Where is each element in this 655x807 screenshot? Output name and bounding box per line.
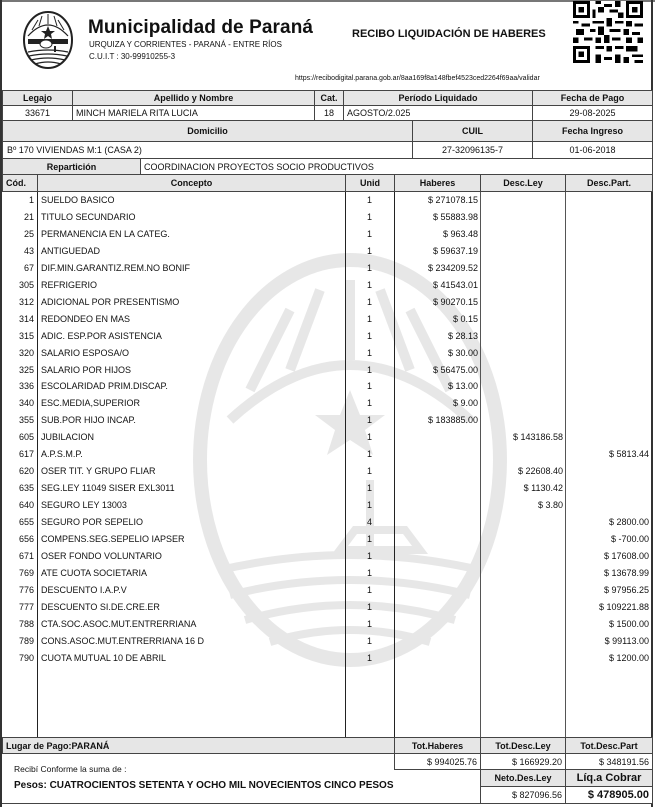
liq-cobrar-value: $ 478905.00 — [565, 786, 653, 804]
reparticion-label: Repartición — [2, 158, 141, 175]
item-units: 1 — [366, 483, 372, 494]
tot-desc-ley-value: $ 166929.20 — [480, 753, 566, 770]
item-units: 1 — [366, 652, 372, 663]
item-desc-part: $ 5813.44 — [608, 449, 649, 460]
table-row — [0, 362, 655, 379]
item-units: 1 — [366, 500, 372, 511]
item-code: 789 — [18, 635, 34, 646]
item-units: 1 — [366, 279, 372, 290]
item-concept: DESCUENTO I.A.P.V — [41, 584, 127, 595]
validation-url[interactable]: https://recibodigital.parana.gob.ar/8aa169f8a148fbef4523ced2264f69aa/validar — [295, 75, 540, 82]
item-desc-part: $ 1500.00 — [608, 618, 649, 629]
fecha-pago-label: Fecha de Pago — [532, 90, 653, 106]
organization-name: Municipalidad de Paraná — [88, 17, 314, 38]
item-concept: COMPENS.SEG.SEPELIO IAPSER — [41, 534, 185, 544]
item-concept: OSER TIT. Y GRUPO FLIAR — [41, 466, 156, 477]
item-desc-part: $ 99113.00 — [604, 635, 649, 646]
item-concept: OSER FONDO VOLUNTARIO — [41, 550, 162, 561]
col-haberes-header: Haberes — [394, 174, 481, 192]
item-code: 67 — [23, 262, 34, 273]
item-code: 617 — [18, 449, 34, 460]
item-concept: TITULO SECUNDARIO — [41, 211, 136, 222]
item-haberes: $ 28.13 — [447, 330, 478, 341]
item-haberes: $ 234209.52 — [427, 262, 478, 273]
table-row — [0, 328, 655, 345]
item-concept: ADICIONAL POR PRESENTISMO — [41, 296, 180, 307]
cuil-label: CUIL — [412, 120, 533, 142]
item-concept: SUELDO BASICO — [41, 195, 115, 205]
item-concept: JUBILACION — [41, 432, 95, 443]
item-units: 1 — [366, 364, 372, 375]
item-concept: PERMANENCIA EN LA CATEG. — [41, 228, 170, 239]
document-title: RECIBO LIQUIDACIÓN DE HABERES — [352, 28, 546, 40]
cuil-value: 27-32096135-7 — [412, 141, 533, 159]
item-haberes: $ 13.00 — [447, 381, 478, 392]
table-row — [0, 294, 655, 311]
fecha-ingreso-value: 01-06-2018 — [532, 141, 653, 159]
item-desc-part: $ 17608.00 — [603, 550, 649, 561]
col-concepto-header: Concepto — [37, 174, 346, 192]
table-row — [0, 378, 655, 395]
item-code: 314 — [18, 313, 34, 324]
item-haberes: $ 90270.15 — [432, 296, 478, 307]
item-concept: SEG.LEY 11049 SISER EXL3011 — [41, 483, 175, 494]
table-row — [0, 497, 655, 514]
item-units: 1 — [366, 296, 372, 307]
item-units: 1 — [366, 584, 372, 595]
item-units: 1 — [366, 635, 372, 646]
col-unid-header: Unid — [345, 174, 395, 192]
item-units: 1 — [366, 262, 372, 273]
item-code: 315 — [18, 330, 34, 341]
recibi-conforme-text: Recibí Conforme la suma de : — [14, 764, 127, 774]
item-code: 671 — [18, 550, 34, 561]
item-code: 640 — [18, 500, 34, 511]
table-row — [0, 192, 655, 209]
item-concept: SEGURO POR SEPELIO — [41, 517, 144, 528]
table-row — [0, 429, 655, 446]
item-desc-part: $ -700.00 — [610, 534, 649, 544]
item-desc-ley: $ 1130.42 — [523, 483, 563, 494]
tot-desc-part-label: Tot.Desc.Part — [565, 737, 653, 754]
legajo-value: 33671 — [2, 105, 73, 121]
liq-cobrar-label: Líq.a Cobrar — [565, 769, 653, 787]
item-code: 656 — [18, 534, 34, 544]
item-concept: SUB.POR HIJO INCAP. — [41, 415, 136, 426]
item-units: 1 — [366, 415, 372, 426]
item-code: 777 — [18, 601, 34, 612]
item-code: 605 — [18, 432, 34, 443]
tot-haberes-value: $ 994025.76 — [394, 753, 481, 770]
table-row — [0, 633, 655, 650]
item-haberes: $ 59637.19 — [432, 245, 478, 256]
item-code: 21 — [23, 211, 34, 222]
table-row — [0, 446, 655, 463]
item-desc-part: $ 109221.88 — [598, 601, 649, 612]
item-code: 790 — [18, 652, 34, 663]
table-row — [0, 463, 655, 480]
item-haberes: $ 183885.00 — [427, 415, 478, 426]
fecha-ingreso-label: Fecha Ingreso — [532, 120, 653, 142]
organization-address: URQUIZA Y CORRIENTES - PARANÁ - ENTRE RÍOS — [89, 40, 282, 49]
item-units: 1 — [366, 449, 372, 460]
item-haberes: $ 41543.01 — [432, 279, 478, 290]
table-row — [0, 395, 655, 412]
item-code: 305 — [18, 279, 34, 290]
item-concept: A.P.S.M.P. — [41, 449, 83, 460]
item-concept: CONS.ASOC.MUT.ENTRERRIANA 16 D — [41, 635, 205, 646]
table-row — [0, 548, 655, 565]
table-row — [0, 277, 655, 294]
item-code: 325 — [18, 364, 34, 375]
item-haberes: $ 963.48 — [442, 228, 478, 239]
item-desc-ley: $ 3.80 — [537, 500, 563, 511]
item-units: 1 — [366, 330, 372, 341]
item-haberes: $ 55883.98 — [432, 211, 478, 222]
item-code: 312 — [18, 296, 34, 307]
domicilio-label: Domicilio — [2, 120, 413, 142]
table-row — [0, 480, 655, 497]
item-code: 788 — [18, 618, 34, 629]
item-concept: ANTIGUEDAD — [41, 245, 101, 256]
item-units: 1 — [366, 398, 372, 409]
item-code: 769 — [18, 567, 34, 578]
lugar-pago: Lugar de Pago:PARANÁ — [2, 737, 395, 754]
organization-cuit: C.U.I.T : 30-99910255-3 — [89, 52, 176, 61]
item-units: 1 — [366, 550, 372, 561]
item-code: 620 — [18, 466, 34, 477]
table-row — [0, 345, 655, 362]
item-code: 25 — [23, 228, 34, 239]
item-concept: ESC.MEDIA,SUPERIOR — [41, 398, 141, 409]
item-code: 776 — [18, 584, 34, 595]
item-concept: CUOTA MUTUAL 10 DE ABRIL — [41, 652, 167, 663]
col-cod-header: Cód. — [2, 174, 38, 192]
domicilio-value: Bº 170 VIVIENDAS M:1 (CASA 2) — [2, 141, 413, 159]
item-code: 340 — [18, 398, 34, 409]
item-units: 4 — [366, 517, 372, 528]
item-code: 655 — [18, 517, 34, 528]
table-row — [0, 412, 655, 429]
item-haberes: $ 0.15 — [452, 313, 478, 324]
item-concept: DESCUENTO SI.DE.CRE.ER — [41, 601, 160, 612]
item-concept: ESCOLARIDAD PRIM.DISCAP. — [41, 381, 168, 392]
neto-des-ley-value: $ 827096.56 — [480, 786, 566, 804]
item-desc-part: $ 13678.99 — [603, 567, 649, 578]
periodo-label: Período Liquidado — [343, 90, 533, 106]
item-desc-part: $ 97956.25 — [603, 584, 649, 595]
nombre-label: Apellido y Nombre — [72, 90, 315, 106]
item-concept: SEGURO LEY 13003 — [41, 500, 127, 511]
item-code: 635 — [18, 483, 34, 494]
item-concept: ATE CUOTA SOCIETARIA — [41, 567, 148, 578]
item-haberes: $ 271078.15 — [427, 195, 478, 205]
item-desc-part: $ 1200.00 — [608, 652, 649, 663]
tot-haberes-label: Tot.Haberes — [394, 737, 481, 754]
item-concept: REFRIGERIO — [41, 279, 98, 290]
item-haberes: $ 56475.00 — [432, 364, 478, 375]
neto-des-ley-label: Neto.Des.Ley — [480, 769, 566, 787]
tot-desc-part-value: $ 348191.56 — [565, 753, 653, 770]
municipal-seal-icon — [22, 10, 74, 70]
item-units: 1 — [366, 534, 372, 544]
table-row — [0, 243, 655, 260]
item-concept: CTA.SOC.ASOC.MUT.ENTRERRIANA — [41, 618, 197, 629]
item-desc-ley: $ 143186.58 — [512, 432, 563, 443]
item-desc-part: $ 2800.00 — [608, 517, 649, 528]
table-row — [0, 226, 655, 243]
table-row — [0, 650, 655, 667]
table-row — [0, 599, 655, 616]
qr-code-icon[interactable] — [573, 1, 643, 63]
table-row — [0, 514, 655, 531]
reparticion-value: COORDINACION PROYECTOS SOCIO PRODUCTIVOS — [140, 158, 653, 175]
item-haberes: $ 30.00 — [447, 347, 478, 358]
item-concept: SALARIO ESPOSA/O — [41, 347, 130, 358]
item-units: 1 — [366, 381, 372, 392]
item-units: 1 — [366, 466, 372, 477]
table-row — [0, 616, 655, 633]
table-row — [0, 209, 655, 226]
item-code: 1 — [28, 195, 34, 205]
item-concept: REDONDEO EN MAS — [41, 313, 131, 324]
item-code: 320 — [18, 347, 34, 358]
bottom-rule — [2, 803, 653, 804]
item-units: 1 — [366, 567, 372, 578]
periodo-value: AGOSTO/2.025 — [343, 105, 533, 121]
nombre-value: MINCH MARIELA RITA LUCIA — [72, 105, 315, 121]
table-row — [0, 311, 655, 328]
item-units: 1 — [366, 245, 372, 256]
item-concept: SALARIO POR HIJOS — [41, 364, 132, 375]
item-units: 1 — [366, 432, 372, 443]
item-concept: DIF.MIN.GARANTIZ.REM.NO BONIF — [41, 262, 191, 273]
item-units: 1 — [366, 618, 372, 629]
item-desc-ley: $ 22608.40 — [517, 466, 563, 477]
item-haberes: $ 9.00 — [452, 398, 478, 409]
item-units: 1 — [366, 601, 372, 612]
item-units: 1 — [366, 313, 372, 324]
table-row — [0, 531, 655, 548]
item-units: 1 — [366, 228, 372, 239]
legajo-label: Legajo — [2, 90, 73, 106]
item-units: 1 — [366, 347, 372, 358]
table-row — [0, 260, 655, 277]
item-code: 43 — [23, 245, 34, 256]
cat-label: Cat. — [314, 90, 344, 106]
top-border — [0, 0, 655, 2]
table-row — [0, 582, 655, 599]
item-code: 355 — [18, 415, 34, 426]
tot-desc-ley-label: Tot.Desc.Ley — [480, 737, 566, 754]
item-code: 336 — [18, 381, 34, 392]
item-units: 1 — [366, 195, 372, 205]
fecha-pago-value: 29-08-2025 — [532, 105, 653, 121]
table-row — [0, 565, 655, 582]
item-concept: ADIC. ESP.POR ASISTENCIA — [41, 330, 162, 341]
amount-in-words: Pesos: CUATROCIENTOS SETENTA Y OCHO MIL NOVECIENTOS CINCO PESOS — [14, 780, 394, 791]
col-desc-ley-header: Desc.Ley — [480, 174, 566, 192]
col-desc-part-header: Desc.Part. — [565, 174, 653, 192]
cat-value: 18 — [314, 105, 344, 121]
item-units: 1 — [366, 211, 372, 222]
